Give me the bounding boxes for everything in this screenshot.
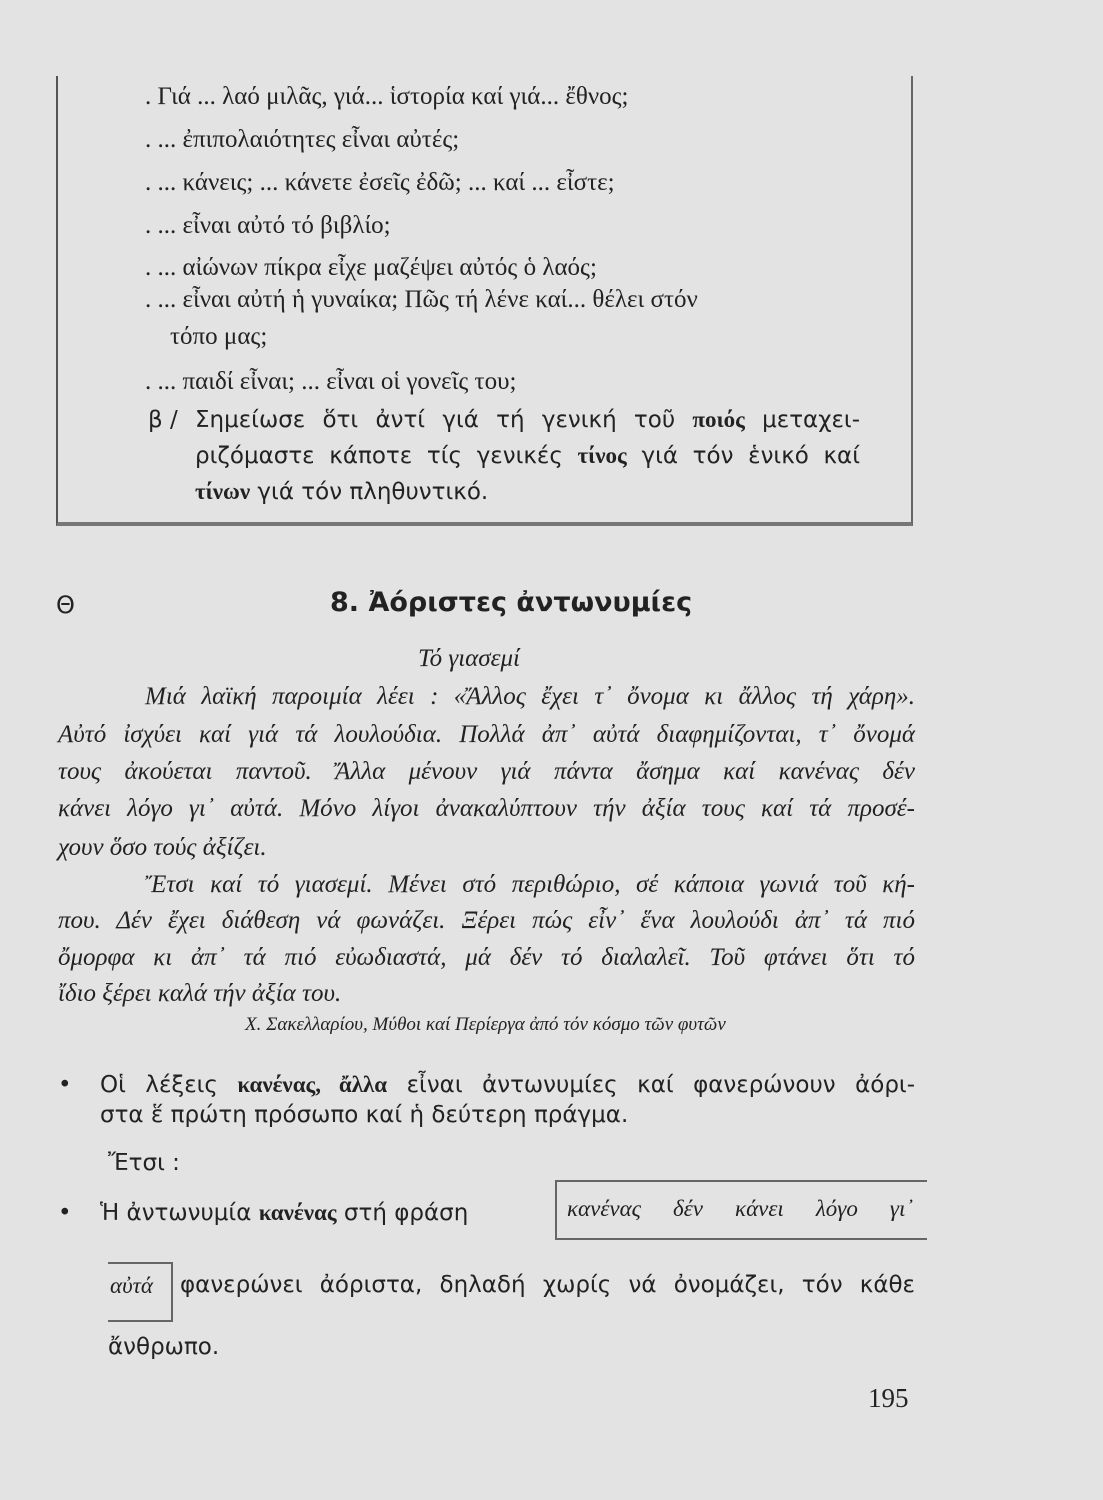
page-number: 195 bbox=[868, 1383, 909, 1413]
exercise-line: . ... παιδί εἶναι; ... εἶναι οἱ γονεῖς του; bbox=[145, 368, 517, 395]
exercise-line: . ... εἶναι αὐτό τό βιβλίο; bbox=[145, 212, 391, 239]
section-title: 8. Ἀόριστες ἀντωνυμίες bbox=[330, 587, 693, 618]
exercise-line: . ... αἰώνων πίκρα εἶχε μαζέψει αὐτός ὁ λαός; bbox=[145, 254, 597, 281]
note-marker: β / bbox=[148, 407, 178, 433]
explanation-line: ἄνθρωπο. bbox=[108, 1334, 220, 1360]
text-line: ὄμορφα κι ἀπ᾽ τά πιό εὐωδιαστά, μά δέν τό διαλαλεῖ. Τοῦ φτάνει ὅτι τό bbox=[58, 944, 915, 971]
explanation-line: Οἱ λέξεις κανένας, ἄλλα εἶναι ἀντωνυμίες καί φανερώνουν ἀόρι- bbox=[100, 1072, 915, 1098]
example-text: αὐτά bbox=[110, 1273, 153, 1298]
example-text: κανένας δέν κάνει λόγο γι᾽ bbox=[567, 1196, 913, 1221]
explanation-etsi: Ἔτσι : bbox=[108, 1150, 180, 1176]
exercise-line: . ... ἐπιπολαιότητες εἶναι αὐτές; bbox=[145, 126, 460, 153]
text-line: κάνει λόγο γι᾽ αὐτά. Μόνο λίγοι ἀνακαλύπτουν τήν ἀξία τους καί τά προσέ- bbox=[58, 795, 915, 822]
text-line: ἴδιο ξέρει καλά τήν ἀξία του. bbox=[58, 980, 342, 1007]
text-line: τους ἀκούεται παντοῦ. Ἄλλα μένουν γιά πάντα ἄσημα καί κανένας δέν bbox=[58, 758, 915, 785]
exercise-line: . ... εἶναι αὐτή ἡ γυναίκα; Πῶς τή λένε καί... θέλει στόν bbox=[145, 286, 698, 313]
bullet-icon: • bbox=[58, 1072, 72, 1098]
exercise-line: . Γιά ... λαό μιλᾶς, γιά... ἱστορία καί γιά... ἔθνος; bbox=[145, 83, 629, 110]
note-line: Σημείωσε ὅτι ἀντί γιά τή γενική τοῦ ποιός μεταχει- bbox=[195, 407, 860, 433]
citation: Χ. Σακελλαρίου, Μύθοι καί Περίεργα ἀπό τόν κόσμο τῶν φυτῶν bbox=[245, 1014, 726, 1035]
explanation-line: στα ἕ πρώτη πρόσωπο καί ἡ δεύτερη πράγμα. bbox=[100, 1102, 629, 1128]
bullet-icon: • bbox=[58, 1200, 72, 1226]
text-line: χουν ὅσο τούς ἀξίζει. bbox=[58, 834, 267, 861]
text-line: Αὐτό ἰσχύει καί γιά τά λουλούδια. Πολλά ἀπ᾽ αὐτά διαφημίζονται, τ᾽ ὄνομά bbox=[58, 721, 915, 748]
note-line: τίνων γιά τόν πληθυντικό. bbox=[195, 479, 489, 505]
note-line: ριζόμαστε κάποτε τίς γενικές τίνος γιά τόν ἑνικό καί bbox=[195, 443, 860, 469]
text-line: Μιά λαϊκή παροιμία λέει : «Ἄλλος ἔχει τ᾽ ὄνομα κι ἄλλος τή χάρη». bbox=[145, 683, 915, 710]
explanation-line: Ἡ ἀντωνυμία κανένας στή φράση bbox=[100, 1200, 469, 1226]
theta-marker: Θ bbox=[56, 591, 75, 619]
text-line: Ἔτσι καί τό γιασεμί. Μένει στό περιθώριο, σέ κάποια γωνιά τοῦ κή- bbox=[145, 871, 915, 898]
explanation-line: φανερώνει ἀόριστα, δηλαδή χωρίς νά ὀνομάζει, τόν κάθε bbox=[180, 1272, 915, 1298]
text-line: που. Δέν ἔχει διάθεση νά φωνάζει. Ξέρει πώς εἶν᾽ ἕνα λουλούδι ἀπ᾽ τά πιό bbox=[58, 907, 915, 934]
exercise-line: . ... κάνεις; ... κάνετε ἐσεῖς ἐδῶ; ... καί ... εἶστε; bbox=[145, 169, 615, 196]
poem-title: Τό γιασεμί bbox=[418, 645, 520, 672]
exercise-line: τόπο μας; bbox=[170, 323, 268, 350]
